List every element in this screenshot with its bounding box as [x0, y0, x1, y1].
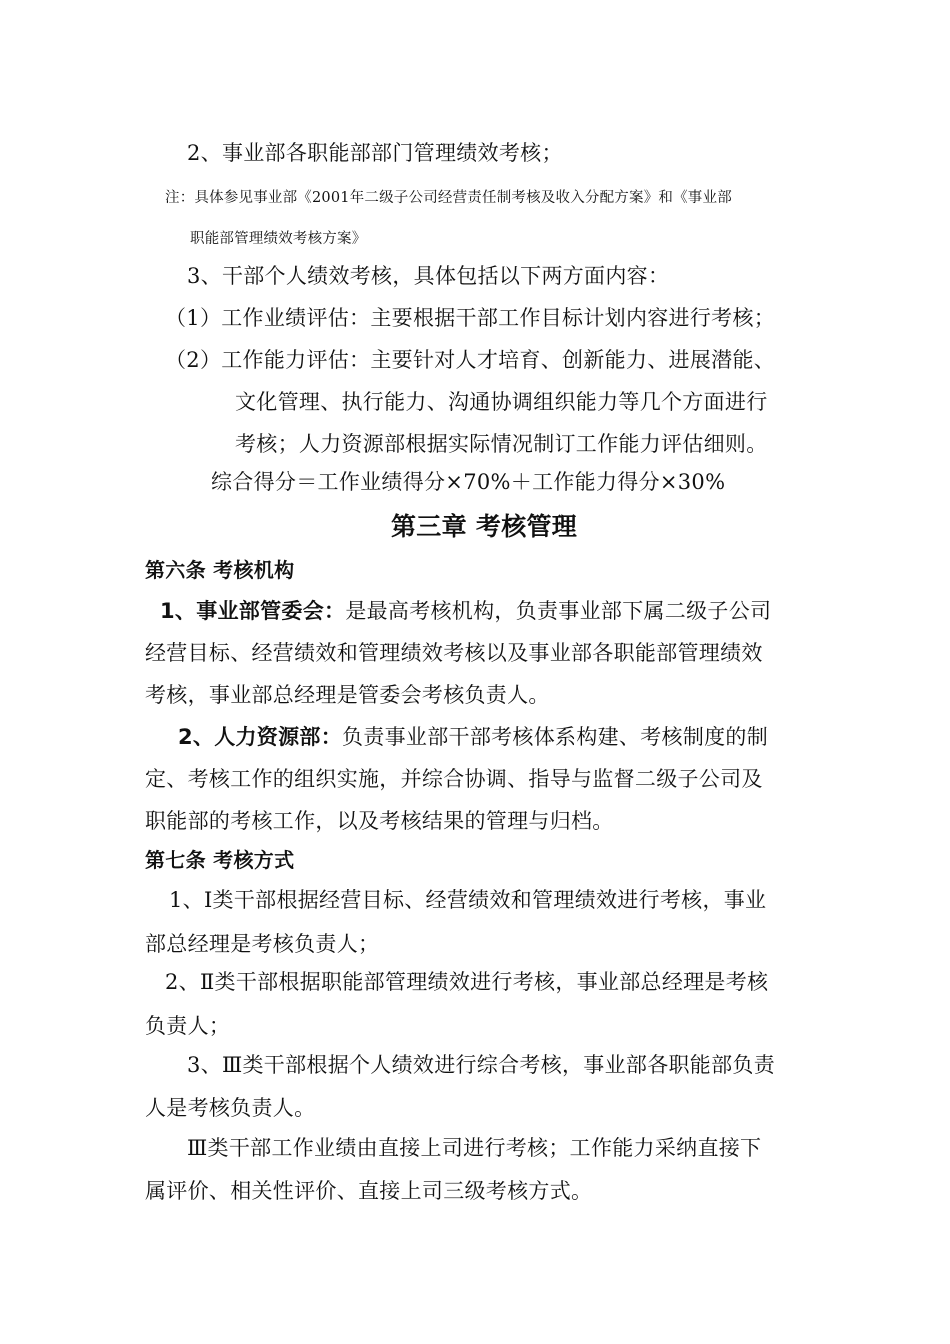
- article-6-para-1-line-2: 经营目标、经营绩效和管理绩效考核以及事业部各职能部管理绩效: [145, 641, 763, 665]
- article-7-title: 第七条 考核方式: [145, 848, 295, 872]
- sub-item-2-line-1: （2）工作能力评估：主要针对人才培育、创新能力、进展潜能、: [165, 348, 776, 372]
- article-7-para-3-line-1: 3、Ⅲ类干部根据个人绩效进行综合考核，事业部各职能部负责: [187, 1053, 776, 1077]
- article-6-para-2-line-3: 职能部的考核工作，以及考核结果的管理与归档。: [145, 809, 614, 833]
- article-6-title: 第六条 考核机构: [145, 558, 295, 582]
- article-7-para-3-line-2: 人是考核负责人。: [145, 1096, 316, 1120]
- article-6-para-1-line-1: [160, 597, 771, 625]
- article-6-para-2-line-2: 定、考核工作的组织实施，并综合协调、指导与监督二级子公司及: [145, 767, 763, 791]
- article-6-para-1-lead: 1、事业部管委会：: [160, 599, 346, 623]
- article-6-para-2-lead: 2、人力资源部：: [178, 725, 343, 749]
- article-6-para-2-text: 负责事业部干部考核体系构建、考核制度的制: [342, 725, 769, 749]
- note-line-1: 注：具体参见事业部《2001年二级子公司经营责任制考核及收入分配方案》和《事业部: [165, 190, 732, 206]
- article-7-para-4-line-2: 属评价、相关性评价、直接上司三级考核方式。: [145, 1179, 593, 1203]
- article-6-para-1-line-3: 考核，事业部总经理是管委会考核负责人。: [145, 683, 550, 707]
- article-7-para-1-line-2: 部总经理是考核负责人；: [145, 932, 380, 956]
- article-6-para-2-line-1: [178, 723, 768, 751]
- article-6-para-1-text: 是最高考核机构，负责事业部下属二级子公司: [345, 599, 772, 623]
- article-7-para-4-line-1: Ⅲ类干部工作业绩由直接上司进行考核；工作能力采纳直接下: [187, 1136, 762, 1160]
- article-7-para-2-line-1: 2、Ⅱ类干部根据职能部管理绩效进行考核，事业部总经理是考核: [165, 970, 769, 994]
- sub-item-1: （1）工作业绩评估：主要根据干部工作目标计划内容进行考核；: [165, 306, 776, 330]
- sub-item-2-line-2: 文化管理、执行能力、沟通协调组织能力等几个方面进行: [235, 390, 768, 414]
- score-formula: 综合得分＝工作业绩得分×70%＋工作能力得分×30%: [211, 470, 726, 494]
- item-2: 2、事业部各职能部部门管理绩效考核；: [187, 141, 563, 165]
- note-line-2: 职能部管理绩效考核方案》: [190, 231, 367, 247]
- sub-item-2-line-3: 考核；人力资源部根据实际情况制订工作能力评估细则。: [235, 432, 768, 456]
- article-7-para-1-line-1: 1、Ⅰ类干部根据经营目标、经营绩效和管理绩效进行考核，事业: [169, 888, 767, 912]
- item-3: 3、干部个人绩效考核，具体包括以下两方面内容：: [187, 264, 670, 288]
- article-7-para-2-line-2: 负责人；: [145, 1014, 231, 1038]
- chapter-title: 第三章 考核管理: [391, 512, 578, 541]
